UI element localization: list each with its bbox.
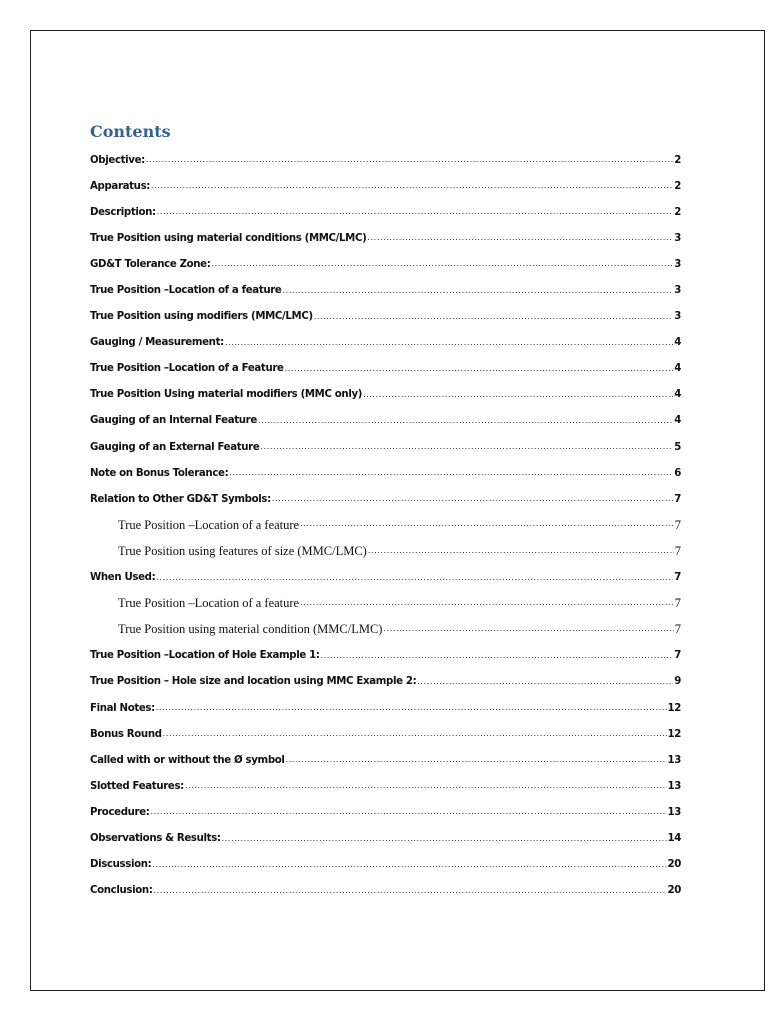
toc-entry[interactable]: [90, 251, 681, 277]
toc-entry-title: Slotted Features:: [90, 780, 184, 792]
toc-entry[interactable]: [90, 173, 681, 199]
table-of-contents: [90, 147, 681, 904]
toc-entry[interactable]: [90, 486, 681, 512]
dot-leader: [163, 728, 667, 739]
toc-entry[interactable]: [90, 382, 681, 408]
toc-entry-title: When Used:: [90, 572, 156, 584]
dot-leader: [157, 206, 673, 217]
dot-leader: [314, 311, 673, 322]
toc-entry[interactable]: [90, 669, 681, 695]
toc-entry-title: Description:: [90, 206, 156, 218]
toc-entry-page-number: 20: [667, 885, 681, 897]
dot-leader: [152, 859, 666, 870]
toc-entry[interactable]: [90, 825, 681, 851]
toc-entry-title: True Position – Hole size and location using MMC Example 2:: [90, 676, 417, 688]
toc-entry[interactable]: [90, 695, 681, 721]
toc-entry-page-number: 3: [674, 285, 681, 297]
toc-entry[interactable]: [90, 512, 681, 538]
toc-entry-page-number: 13: [667, 780, 681, 792]
toc-entry-page-number: 2: [674, 154, 681, 166]
toc-entry-page-number: 2: [674, 180, 681, 192]
dot-leader: [154, 885, 667, 896]
dot-leader: [229, 467, 673, 478]
toc-entry[interactable]: [90, 721, 681, 747]
dot-leader: [367, 232, 673, 243]
toc-entry[interactable]: [90, 878, 681, 904]
dot-leader: [282, 285, 673, 296]
toc-entry-page-number: 5: [674, 441, 681, 453]
toc-entry-page-number: 13: [667, 754, 681, 766]
toc-entry-page-number: 7: [674, 493, 681, 505]
toc-entry-title: Gauging / Measurement:: [90, 337, 224, 349]
toc-entry-page-number: 7: [674, 622, 681, 637]
toc-entry[interactable]: [90, 460, 681, 486]
toc-entry-page-number: 7: [674, 517, 681, 532]
dot-leader: [272, 493, 673, 504]
toc-entry-page-number: 7: [674, 650, 681, 662]
dot-leader: [151, 806, 667, 817]
toc-entry-page-number: 3: [674, 232, 681, 244]
toc-entry[interactable]: [90, 538, 681, 564]
toc-entry[interactable]: [90, 330, 681, 356]
dot-leader: [363, 389, 673, 400]
dot-leader: [225, 337, 673, 348]
dot-leader: [258, 415, 673, 426]
toc-entry-title: True Position –Location of a feature: [90, 285, 282, 297]
toc-entry-title: True Position –Location of Hole Example 1:: [90, 650, 320, 662]
toc-entry-page-number: 7: [674, 572, 681, 584]
dot-leader: [383, 620, 673, 635]
toc-entry-page-number: 12: [667, 728, 681, 740]
toc-entry-title: True Position –Location of a Feature: [90, 363, 284, 375]
toc-entry-title: Discussion:: [90, 859, 152, 871]
toc-entry-title: Relation to Other GD&T Symbols:: [90, 493, 271, 505]
toc-entry[interactable]: [90, 852, 681, 878]
dot-leader: [321, 650, 674, 661]
toc-entry-title: True Position using material conditions (MMC/LMC): [90, 232, 367, 244]
toc-entry-title: Conclusion:: [90, 885, 153, 897]
toc-entry-title: Called with or without the Ø symbol: [90, 754, 285, 766]
toc-entry-title: Gauging of an Internal Feature: [90, 415, 257, 427]
toc-entry-page-number: 9: [674, 676, 681, 688]
toc-entry-title: True Position using features of size (MMC/LMC): [118, 543, 367, 558]
toc-entry-page-number: 4: [674, 337, 681, 349]
dot-leader: [300, 515, 674, 530]
toc-entry[interactable]: [90, 304, 681, 330]
dot-leader: [156, 702, 667, 713]
toc-entry-title: Gauging of an External Feature: [90, 441, 260, 453]
dot-leader: [368, 542, 674, 557]
toc-entry[interactable]: [90, 617, 681, 643]
toc-entry-title: GD&T Tolerance Zone:: [90, 258, 211, 270]
toc-entry-title: Final Notes:: [90, 702, 155, 714]
toc-entry-page-number: 2: [674, 206, 681, 218]
toc-entry-title: Apparatus:: [90, 180, 151, 192]
toc-entry[interactable]: [90, 199, 681, 225]
toc-entry-title: Objective:: [90, 154, 145, 166]
toc-entry-title: Observations & Results:: [90, 832, 221, 844]
toc-entry-page-number: 7: [674, 596, 681, 611]
dot-leader: [300, 594, 674, 609]
dot-leader: [185, 780, 667, 791]
toc-entry-page-number: 4: [674, 389, 681, 401]
toc-entry-page-number: 12: [667, 702, 681, 714]
toc-entry-title: True Position using modifiers (MMC/LMC): [90, 311, 313, 323]
toc-entry-page-number: 3: [674, 311, 681, 323]
toc-entry[interactable]: [90, 356, 681, 382]
toc-entry-page-number: 4: [674, 415, 681, 427]
dot-leader: [211, 258, 673, 269]
toc-entry[interactable]: [90, 565, 681, 591]
dot-leader: [151, 180, 673, 191]
toc-entry-page-number: 4: [674, 363, 681, 375]
toc-entry-page-number: 14: [667, 832, 681, 844]
dot-leader: [222, 833, 667, 844]
dot-leader: [417, 676, 673, 687]
toc-entry[interactable]: [90, 747, 681, 773]
dot-leader: [286, 754, 667, 765]
toc-entry-title: Note on Bonus Tolerance:: [90, 467, 229, 479]
toc-entry-page-number: 20: [667, 859, 681, 871]
toc-entry[interactable]: [90, 434, 681, 460]
toc-entry[interactable]: [90, 277, 681, 303]
toc-entry-page-number: 7: [674, 543, 681, 558]
toc-entry-title: True Position using material condition (MMC/LMC): [118, 622, 383, 637]
toc-entry[interactable]: [90, 408, 681, 434]
dot-leader: [156, 572, 673, 583]
toc-entry[interactable]: [90, 591, 681, 617]
toc-entry[interactable]: [90, 773, 681, 799]
toc-entry-page-number: 13: [667, 806, 681, 818]
toc-entry-title: Procedure:: [90, 806, 150, 818]
toc-entry-page-number: 3: [674, 258, 681, 270]
toc-entry[interactable]: [90, 643, 681, 669]
toc-entry-title: True Position Using material modifiers (MMC only): [90, 389, 363, 401]
toc-entry-title: True Position –Location of a feature: [118, 517, 300, 532]
toc-entry-title: True Position –Location of a feature: [118, 596, 300, 611]
toc-entry-page-number: 6: [674, 467, 681, 479]
dot-leader: [285, 363, 674, 374]
toc-entry[interactable]: [90, 799, 681, 825]
toc-entry[interactable]: [90, 225, 681, 251]
dot-leader: [260, 441, 673, 452]
toc-entry-title: Bonus Round: [90, 728, 162, 740]
dot-leader: [146, 154, 673, 165]
toc-entry[interactable]: [90, 147, 681, 173]
toc-heading: Contents: [90, 122, 171, 141]
